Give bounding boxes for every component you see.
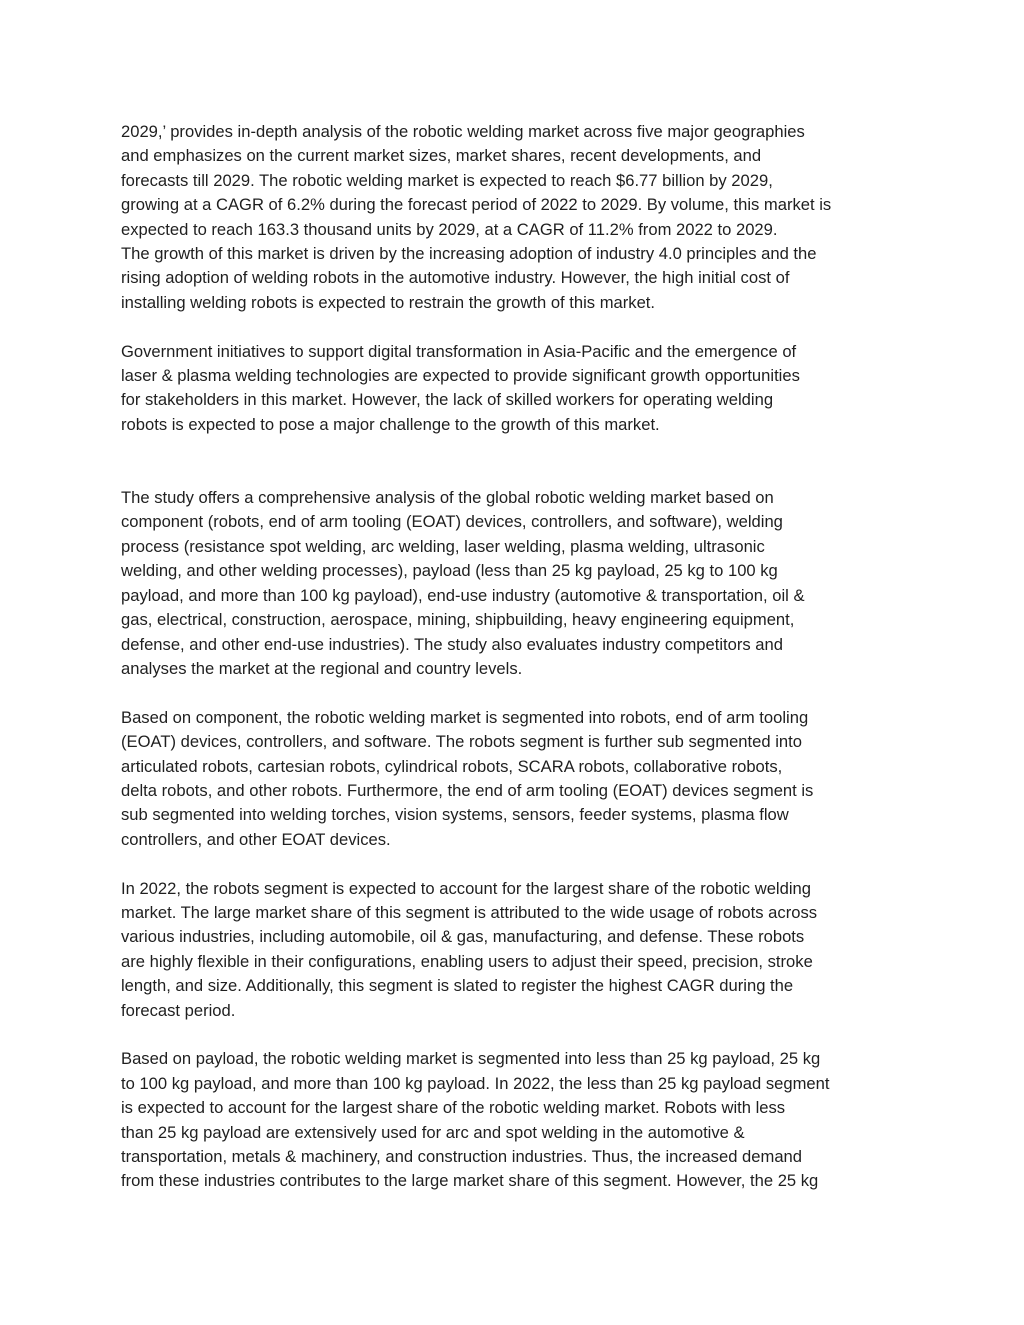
text-line: various industries, including automobile, oil & gas, manufacturing, and defense. These robots bbox=[121, 927, 805, 947]
paragraph-market-overview bbox=[121, 120, 911, 315]
text-line: laser & plasma welding technologies are expected to provide significant growth opportunities bbox=[121, 366, 800, 386]
text-line: process (resistance spot welding, arc welding, laser welding, plasma welding, ultrasonic bbox=[121, 536, 765, 556]
paragraph-robots-segment bbox=[121, 877, 911, 1023]
text-line: forecasts till 2029. The robotic welding market is expected to reach $6.77 billion by 2029, bbox=[121, 170, 773, 190]
paragraph-payload-segmentation bbox=[121, 1047, 911, 1193]
text-line: market. The large market share of this segment is attributed to the wide usage of robots across bbox=[121, 902, 818, 922]
text-line: controllers, and other EOAT devices. bbox=[121, 829, 391, 849]
paragraph-spacer bbox=[121, 315, 911, 339]
paragraph-spacer bbox=[121, 852, 911, 876]
text-line: than 25 kg payload are extensively used for arc and spot welding in the automotive & bbox=[121, 1122, 745, 1142]
paragraph-spacer bbox=[121, 681, 911, 705]
text-line: for stakeholders in this market. However, the lack of skilled workers for operating welding bbox=[121, 390, 774, 410]
text-line: (EOAT) devices, controllers, and software. The robots segment is further sub segmented into bbox=[121, 732, 802, 752]
text-line: gas, electrical, construction, aerospace, mining, shipbuilding, heavy engineering equipment, bbox=[121, 610, 795, 630]
text-line: to 100 kg payload, and more than 100 kg payload. In 2022, the less than 25 kg payload segment bbox=[121, 1073, 830, 1093]
text-line: articulated robots, cartesian robots, cylindrical robots, SCARA robots, collaborative robots, bbox=[121, 756, 783, 776]
text-line: The growth of this market is driven by the increasing adoption of industry 4.0 principles and the bbox=[121, 244, 817, 264]
text-line: from these industries contributes to the large market share of this segment. However, the 25 kg bbox=[121, 1171, 819, 1191]
text-line: welding, and other welding processes), payload (less than 25 kg payload, 25 kg to 100 kg bbox=[121, 561, 778, 581]
text-line: Government initiatives to support digital transformation in Asia-Pacific and the emergence of bbox=[121, 341, 797, 361]
text-line: rising adoption of welding robots in the automotive industry. However, the high initial cost of bbox=[121, 268, 790, 288]
text-line: defense, and other end-use industries). The study also evaluates industry competitors and bbox=[121, 634, 783, 654]
paragraph-spacer bbox=[121, 1023, 911, 1047]
text-line: forecast period. bbox=[121, 1000, 236, 1020]
text-line: installing welding robots is expected to restrain the growth of this market. bbox=[121, 292, 656, 312]
text-line: sub segmented into welding torches, vision systems, sensors, feeder systems, plasma flow bbox=[121, 805, 789, 825]
text-line: In 2022, the robots segment is expected to account for the largest share of the robotic welding bbox=[121, 878, 811, 898]
paragraph-component-segmentation bbox=[121, 706, 911, 852]
text-line: is expected to account for the largest share of the robotic welding market. Robots with less bbox=[121, 1098, 786, 1118]
text-line: component (robots, end of arm tooling (EOAT) devices, controllers, and software), welding bbox=[121, 512, 783, 532]
text-line: expected to reach 163.3 thousand units by 2029, at a CAGR of 11.2% from 2022 to 2029. bbox=[121, 219, 778, 239]
text-line: The study offers a comprehensive analysis of the global robotic welding market based on bbox=[121, 488, 774, 508]
text-line: and emphasizes on the current market sizes, market shares, recent developments, and bbox=[121, 146, 762, 166]
text-line: length, and size. Additionally, this segment is slated to register the highest CAGR during the bbox=[121, 976, 794, 996]
text-line: delta robots, and other robots. Furthermore, the end of arm tooling (EOAT) devices segment is bbox=[121, 780, 814, 800]
paragraph-spacer bbox=[121, 437, 911, 486]
text-line: transportation, metals & machinery, and construction industries. Thus, the increased demand bbox=[121, 1146, 803, 1166]
text-line: are highly flexible in their configurations, enabling users to adjust their speed, precision, stroke bbox=[121, 951, 813, 971]
text-line: growing at a CAGR of 6.2% during the forecast period of 2022 to 2029. By volume, this market is bbox=[121, 195, 832, 215]
text-line: 2029,’ provides in-depth analysis of the robotic welding market across five major geographies bbox=[121, 122, 805, 141]
text-line: Based on payload, the robotic welding market is segmented into less than 25 kg payload, 25 kg bbox=[121, 1049, 821, 1069]
document-body bbox=[121, 120, 911, 1194]
text-line: Based on component, the robotic welding market is segmented into robots, end of arm tooling bbox=[121, 707, 809, 727]
text-line: payload, and more than 100 kg payload), end-use industry (automotive & transportation, oil & bbox=[121, 585, 805, 605]
paragraph-opportunities bbox=[121, 340, 911, 438]
text-line: analyses the market at the regional and country levels. bbox=[121, 658, 523, 678]
paragraph-study-scope bbox=[121, 486, 911, 681]
text-line: robots is expected to pose a major challenge to the growth of this market. bbox=[121, 414, 660, 434]
